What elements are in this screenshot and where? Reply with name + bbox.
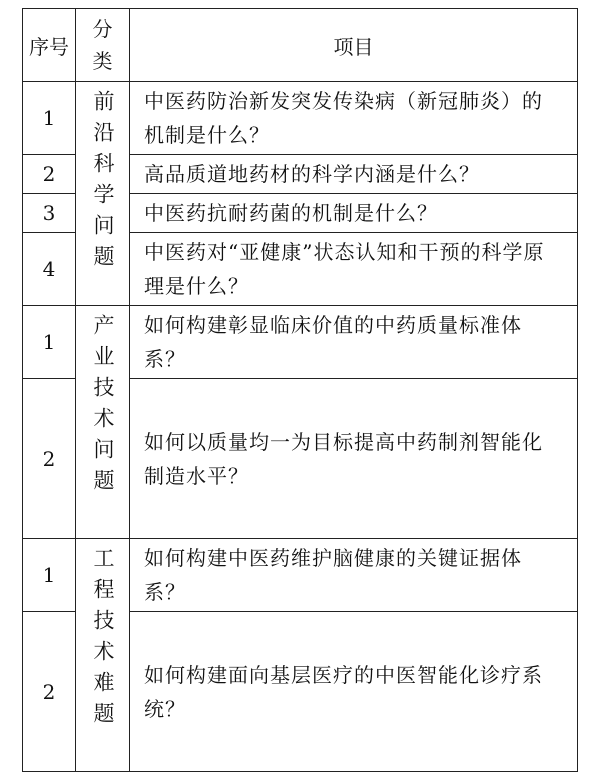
header-num: 序号 [23,9,76,82]
row-num: 3 [23,194,76,233]
row-num: 1 [23,539,76,612]
row-item: 如何构建面向基层医疗的中医智能化诊疗系统？ [130,612,578,772]
category-cell-frontier-science [76,82,130,306]
header-category [76,9,130,82]
category-label: 前沿科学问题 [91,90,115,276]
table-row [23,82,578,155]
row-num: 2 [23,379,76,539]
row-num: 1 [23,82,76,155]
row-num: 4 [23,233,76,306]
row-item: 高品质道地药材的科学内涵是什么？ [130,155,578,194]
row-item: 中医药对“亚健康”状态认知和干预的科学原理是什么？ [130,233,578,306]
category-label: 工程技术难题 [91,547,115,733]
row-item: 中医药抗耐药菌的机制是什么？ [130,194,578,233]
row-item: 中医药防治新发突发传染病（新冠肺炎）的机制是什么？ [130,82,578,155]
table-row [23,306,578,379]
category-cell-industry-tech [76,306,130,539]
row-num: 2 [23,155,76,194]
category-cell-engineering-tech [76,539,130,772]
category-label: 产业技术问题 [91,314,115,500]
problems-table [22,8,578,772]
row-item: 如何构建彰显临床价值的中药质量标准体系？ [130,306,578,379]
header-category-text: 分类 [92,17,113,73]
row-num: 1 [23,306,76,379]
header-item: 项目 [130,9,578,82]
table-row [23,539,578,612]
row-item: 如何构建中医药维护脑健康的关键证据体系？ [130,539,578,612]
row-item: 如何以质量均一为目标提高中药制剂智能化制造水平？ [130,379,578,539]
row-num: 2 [23,612,76,772]
table-header-row [23,9,578,82]
